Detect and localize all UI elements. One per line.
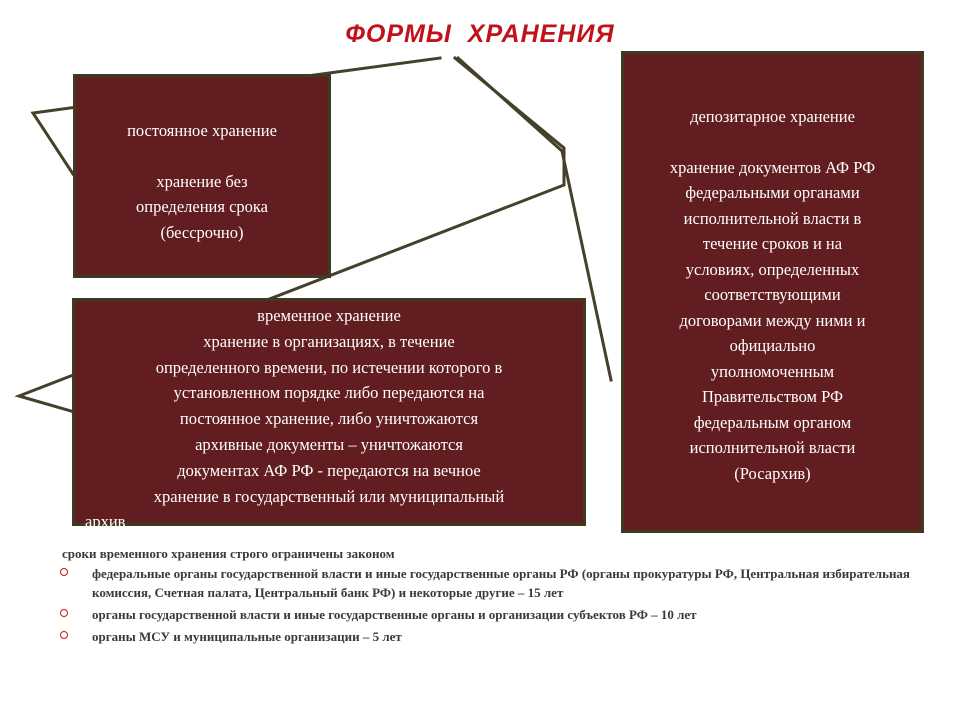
depositary-storage-heading: депозитарное хранение xyxy=(690,107,855,126)
storage-terms-item xyxy=(60,605,940,624)
circle-bullet-icon xyxy=(60,568,68,576)
depositary-storage-line: договорами между ними и xyxy=(679,310,866,330)
depositary-storage-line: исполнительной власти в xyxy=(683,208,862,228)
depositary-storage-line: (Росархив) xyxy=(734,463,811,483)
temporary-storage-line: архивные документы – уничтожаются xyxy=(195,434,463,454)
depositary-storage-line: официально xyxy=(729,336,816,355)
temporary-storage-line: установленном порядке либо передаются на xyxy=(173,383,485,403)
storage-terms-list xyxy=(60,564,940,646)
depositary-storage-line: федеральным органом xyxy=(693,412,852,432)
storage-terms-item xyxy=(60,627,940,646)
diagram-title: ФОРМЫ ХРАНЕНИЯ xyxy=(345,20,615,48)
temporary-storage-line: постоянное хранение, либо уничтожаются xyxy=(179,409,479,429)
temporary-storage-box xyxy=(72,298,586,532)
storage-terms-heading: сроки временного хранения строго ограничены законом xyxy=(62,546,395,561)
temporary-storage-line: документах АФ РФ - передаются на вечное xyxy=(177,460,481,480)
depositary-storage-box xyxy=(621,51,924,533)
permanent-storage-line: (бессрочно) xyxy=(160,222,244,242)
depositary-storage-line: уполномоченным xyxy=(710,361,835,381)
storage-terms-item-text: органы МСУ и муниципальные организации – 5 лет xyxy=(92,629,402,644)
depositary-storage-line: условиях, определенных xyxy=(685,259,860,279)
storage-terms-item xyxy=(60,564,940,602)
temporary-storage-line: хранение в государственный или муниципальный xyxy=(153,486,505,506)
depositary-storage-line: соответствующими xyxy=(704,285,841,304)
permanent-storage-heading: постоянное хранение xyxy=(127,121,277,140)
depositary-storage-line: хранение документов АФ РФ xyxy=(669,157,876,177)
depositary-storage-line: федеральными органами xyxy=(685,183,860,202)
temporary-storage-line: определенного времени, по истечении которого в xyxy=(155,357,503,377)
storage-terms-note xyxy=(60,544,940,649)
storage-terms-item-text: федеральные органы государственной власти и иные государственные органы РФ (органы прокуратуры РФ, Центральная избирательная комиссия, Счетная палата, Центральный банк РФ) и некоторые другие – 15 лет xyxy=(92,566,910,600)
temporary-storage-line: архив xyxy=(85,512,126,532)
permanent-storage-line: определения срока xyxy=(136,197,268,216)
depositary-storage-line: Правительством РФ xyxy=(701,387,844,406)
depositary-storage-line: течение сроков и на xyxy=(702,234,843,253)
circle-bullet-icon xyxy=(60,631,68,639)
depositary-storage-line: исполнительной власти xyxy=(689,438,856,457)
storage-terms-item-text: органы государственной власти и иные государственные органы и организации субъектов РФ – 10 лет xyxy=(92,607,697,622)
temporary-storage-line: хранение в организациях, в течение xyxy=(203,331,455,351)
permanent-storage-line: хранение без xyxy=(156,171,248,191)
circle-bullet-icon xyxy=(60,609,68,617)
temporary-storage-heading: временное хранение xyxy=(257,306,401,325)
permanent-storage-box xyxy=(73,74,331,278)
